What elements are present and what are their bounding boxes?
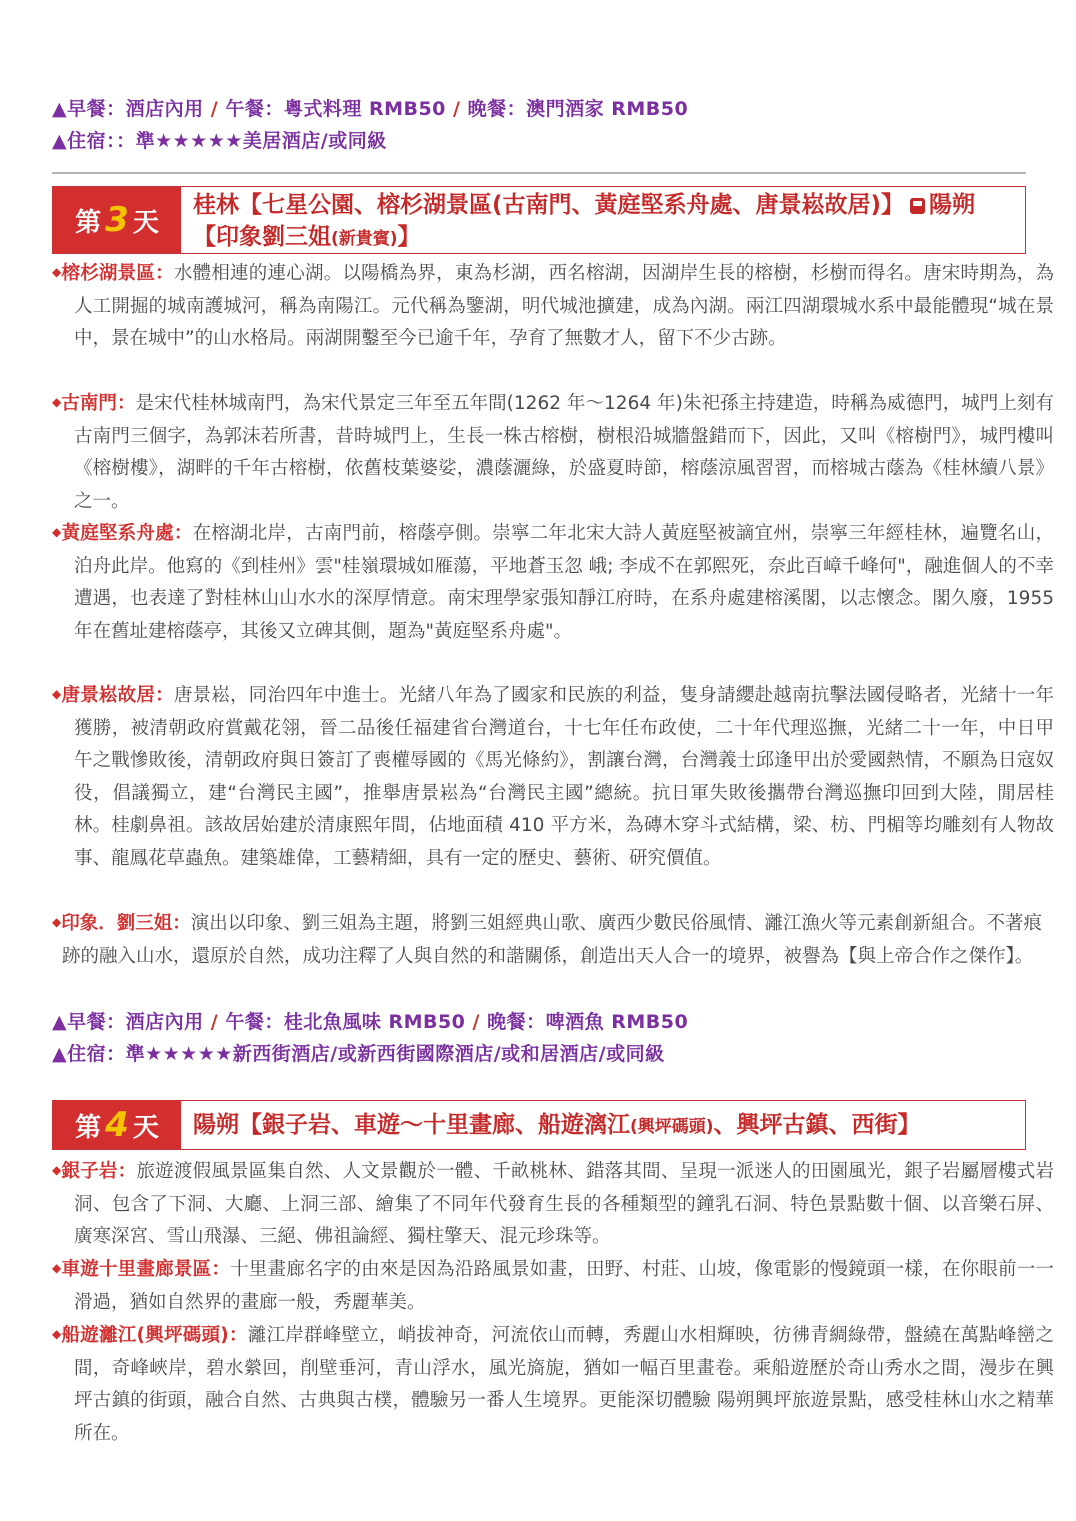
- lunch-label: 午餐：: [225, 1011, 284, 1033]
- diamond-icon: ◆: [52, 1261, 62, 1275]
- stay-line-day2: ▲住宿：：準★★★★★美居酒店/或同級: [52, 130, 387, 152]
- lunch-value: 桂北魚風味 RMB50: [283, 1011, 466, 1033]
- day3-badge: 第 3 天: [53, 187, 181, 253]
- diamond-icon: ◆: [52, 265, 62, 279]
- list-item: ◆印象．劉三姐：演出以印象、劉三姐為主題，將劉三姐經典山歌、廣西少數民俗風情、灕江漁火等元素創新組合。不著痕跡的融入山水，還原於自然，成功注釋了人與自然的和諧關係，創造出天人合一的境界，被譽為【與上帝合作之傑作】。: [52, 913, 1042, 967]
- lunch-value: 粵式料理 RMB50: [283, 98, 446, 120]
- bus-icon: [910, 198, 925, 214]
- diamond-icon: ◆: [52, 915, 62, 929]
- separator: /: [465, 1011, 488, 1033]
- breakfast-label: ▲早餐：: [52, 98, 126, 120]
- breakfast-label: ▲早餐：: [52, 1011, 126, 1033]
- dinner-label: 晚餐：: [487, 1011, 546, 1033]
- meal-line-day2: [52, 94, 688, 121]
- list-item: ◆榕杉湖景區：水體相連的連心湖。以陽橋為界，東為杉湖，西名榕湖，因湖岸生長的榕樹，杉樹而得名。唐宋時期為，為人工開掘的城南護城河，稱為南陽江。元代稱為鑒湖，明代城池擴建，成為內湖。兩江四湖環城水系中最能體現“城在景中，景在城中”的山水格局。兩湖開鑿至今已逾千年，孕育了無數才人，留下不少古跡。: [52, 263, 1054, 350]
- list-item: ◆唐景崧故居：唐景崧，同治四年中進士。光緒八年為了國家和民族的利益，隻身請纓赴越南抗擊法國侵略者，光緒十一年獲勝，被清朝政府賞戴花翎，晉二品後任福建省台灣道台，十七年任布政使，二十年代理巡撫，光緒二十一年，中日甲午之戰慘敗後，清朝政府與日簽訂了喪權辱國的《馬光條約》，割讓台灣，台灣義士邱逢甲出於愛國熱情，不願為日寇奴役，倡議獨立，建“台灣民主國”，推舉唐景崧為“台灣民主國”總統。抗日軍失敗後攜帶台灣巡撫印回到大陸，閒居桂林。桂劇鼻祖。該故居始建於清康熙年間，佔地面積 410 平方米，為磚木穿斗式結構，梁、枋、門楣等均雕刻有人物故事、龍鳳花草蟲魚。建築雄偉，工藝精細，具有一定的歷史、藝術、研究價值。: [52, 685, 1054, 869]
- list-item: ◆黃庭堅系舟處：在榕湖北岸，古南門前，榕蔭亭側。崇寧二年北宋大詩人黃庭堅被謫宜州，崇寧三年經桂林，遍覽名山，泊舟此岸。他寫的《到桂州》雲"桂嶺環城如雁蕩，平地蒼玉忽 峨; 李成不在郭熙死，奈此百嶂千峰何"，融進個人的不幸遭遇，也表達了對桂林山山水水的深厚情意。南宋理學家張知靜江府時，在系舟處建榕溪閣，以志懷念。閣久廢，1955 年在舊址建榕蔭亭，其後又立碑其側，題為"黃庭堅系舟處"。: [52, 523, 1054, 642]
- day3-title: 桂林【七星公園、榕杉湖景區(古南門、黃庭堅系舟處、唐景崧故居)】 陽朔【印象劉三姐(新貴賓)】: [193, 192, 976, 250]
- list-item: ◆銀子岩：旅遊渡假風景區集自然、人文景觀於一體、千畝桃林、錯落其間、呈現一派迷人的田園風光，銀子岩屬層樓式岩洞、包含了下洞、大廳、上洞三部、繪集了不同年代發育生長的各種類型的鐘乳石洞、特色景點數十個、以音樂石屏、廣寒深宮、雪山飛瀑、三絕、佛祖論經、獨柱擎天、混元珍珠等。: [52, 1161, 1054, 1248]
- day4-header: [52, 1100, 1026, 1150]
- separator: /: [203, 98, 226, 120]
- dinner-value: 澳門酒家 RMB50: [526, 98, 689, 120]
- lunch-label: 午餐：: [225, 98, 284, 120]
- section-divider: [52, 172, 1026, 174]
- list-item: ◆船遊灕江(興坪碼頭)：灕江岸群峰壁立，峭拔神奇，河流依山而轉，秀麗山水相輝映，彷彿青綢綠帶，盤繞在萬點峰巒之間，奇峰峽岸，碧水縈回，削壁垂河，青山浮水，風光旖旎，猶如一幅百里畫卷。乘船遊歷於奇山秀水之間，漫步在興坪古鎮的街頭，融合自然、古典與古樸，體驗另一番人生境界。更能深切體驗 陽朔興坪旅遊景點，感受桂林山水之精華所在。: [52, 1325, 1054, 1444]
- diamond-icon: ◆: [52, 687, 62, 701]
- breakfast-value: 酒店內用: [125, 98, 204, 120]
- breakfast-value: 酒店內用: [125, 1011, 204, 1033]
- diamond-icon: ◆: [52, 525, 62, 539]
- diamond-icon: ◆: [52, 1327, 62, 1341]
- stay-line-day3: ▲住宿：準★★★★★新西街酒店/或新西街國際酒店/或和居酒店/或同級: [52, 1043, 665, 1065]
- separator: /: [203, 1011, 226, 1033]
- meal-line-day3: [52, 1007, 688, 1034]
- separator: /: [445, 98, 468, 120]
- list-item: ◆車遊十里畫廊景區：十里畫廊名字的由來是因為沿路風景如畫，田野、村莊、山坡，像電影的慢鏡頭一樣，在你眼前一一滑過，猶如自然界的畫廊一般，秀麗華美。: [52, 1259, 1054, 1313]
- dinner-label: 晚餐：: [467, 98, 527, 120]
- day4-badge: 第 4 天: [53, 1101, 181, 1149]
- diamond-icon: ◆: [52, 395, 62, 409]
- dinner-value: 啤酒魚 RMB50: [545, 1011, 689, 1033]
- list-item: ◆古南門：是宋代桂林城南門，為宋代景定三年至五年間(1262 年～1264 年)朱祀孫主持建造，時稱為威德門，城門上刻有古南門三個字，為郭沫若所書，昔時城門上，生長一株古榕樹，樹根沿城牆盤錯而下，因此，又叫《榕樹門》，城門樓叫《榕樹樓》，湖畔的千年古榕樹，依舊枝葉婆娑，濃蔭灑綠，於盛夏時節，榕蔭涼風習習，而榕城古蔭為《桂林續八景》之一。: [52, 393, 1054, 512]
- day3-header: [52, 186, 1026, 254]
- day4-title: 陽朔【銀子岩、車遊～十里畫廊、船遊漓江(興坪碼頭)、興坪古鎮、西街】: [193, 1112, 921, 1138]
- diamond-icon: ◆: [52, 1163, 62, 1177]
